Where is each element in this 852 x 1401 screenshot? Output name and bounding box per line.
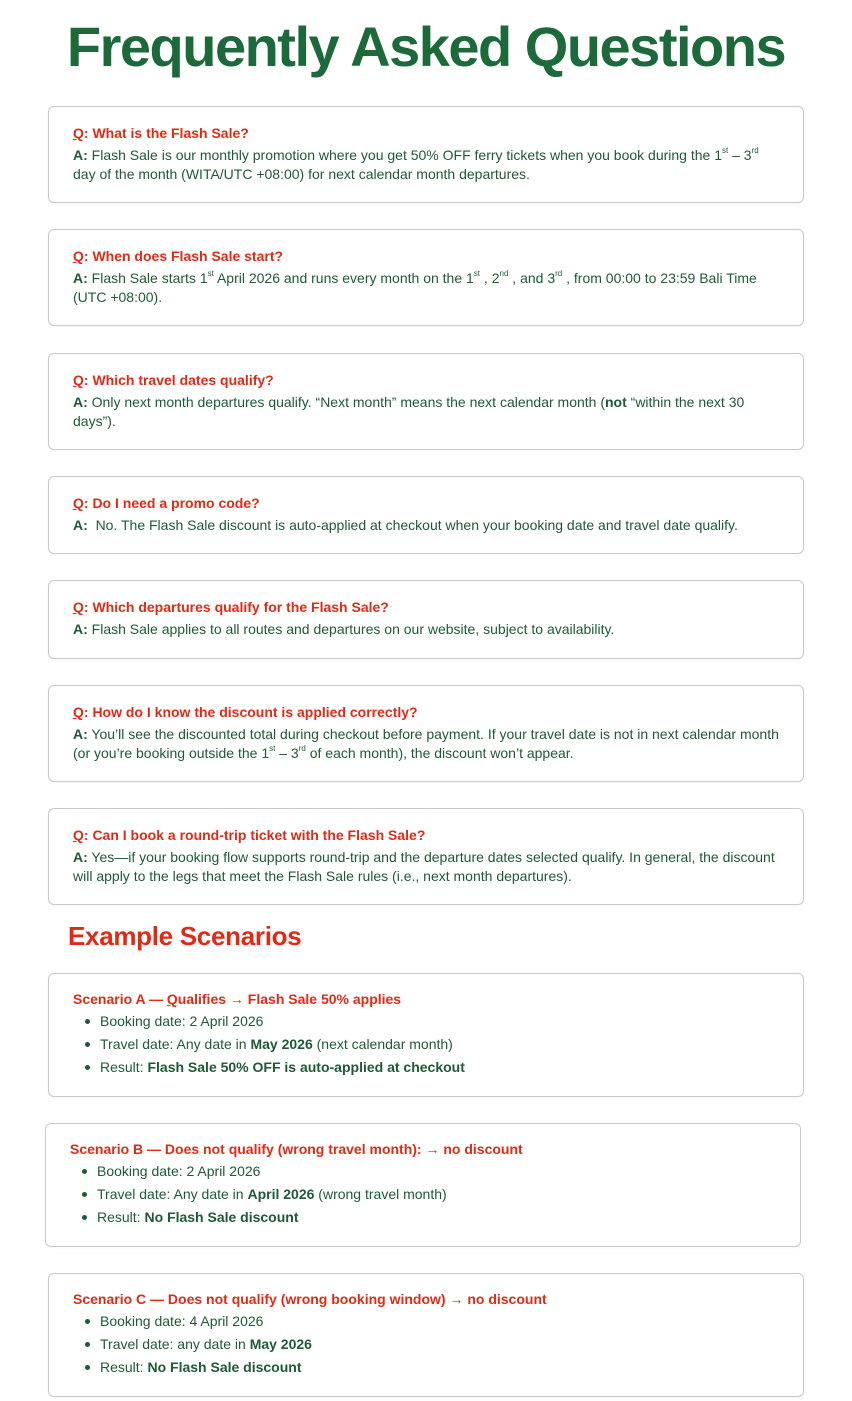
page-title: Frequently Asked Questions xyxy=(66,15,786,78)
faq-card-flash-sale xyxy=(48,106,804,203)
scenario-title: Scenario C — Does not qualify (wrong booking window) → no discount xyxy=(73,1291,547,1307)
list-item: Booking date: 2 April 2026 xyxy=(100,1010,779,1033)
scenario-card-c xyxy=(48,1273,804,1397)
faq-question: Q: Do I need a promo code? xyxy=(73,495,260,511)
list-item: Result: No Flash Sale discount xyxy=(100,1356,779,1379)
scenario-title: Scenario A — Qualifies → Flash Sale 50% applies xyxy=(73,991,402,1007)
faq-answer: A: No. The Flash Sale discount is auto-applied at checkout when your booking date and travel date qualify. xyxy=(73,517,738,533)
scenario-title: Scenario B — Does not qualify (wrong travel month): → no discount xyxy=(70,1141,523,1157)
list-item: Travel date: Any date in April 2026 (wrong travel month) xyxy=(97,1183,776,1206)
list-item: Booking date: 2 April 2026 xyxy=(97,1160,776,1183)
faq-answer: A: Flash Sale is our monthly promotion where you get 50% OFF ferry tickets when you book during the 1st – 3rd day of the month (WITA/UTC +08:00) for next calendar month departures. xyxy=(73,146,759,182)
faq-answer: A: Yes—if your booking flow supports round-trip and the departure dates selected qualify. In general, the discount will apply to the legs that meet the Flash Sale rules (i.e., next month departures). xyxy=(73,849,775,884)
faq-question: Q: Which departures qualify for the Flash Sale? xyxy=(73,599,389,615)
list-item: Result: Flash Sale 50% OFF is auto-applied at checkout xyxy=(100,1056,779,1079)
faq-card-discount-check xyxy=(48,685,804,782)
scenario-card-b xyxy=(45,1123,801,1247)
list-item: Travel date: Any date in May 2026 (next calendar month) xyxy=(100,1033,779,1056)
list-item: Booking date: 4 April 2026 xyxy=(100,1310,779,1333)
faq-card-promo-code xyxy=(48,476,804,554)
faq-card-departures xyxy=(48,580,804,659)
scenario-list xyxy=(70,1160,776,1229)
list-item: Result: No Flash Sale discount xyxy=(97,1206,776,1229)
faq-card-round-trip xyxy=(48,808,804,905)
faq-answer: A: Flash Sale applies to all routes and departures on our website, subject to availability. xyxy=(73,621,615,637)
faq-card-travel-dates xyxy=(48,353,804,450)
faq-question: Q: What is the Flash Sale? xyxy=(73,125,249,141)
faq-card-start xyxy=(48,229,804,326)
section-title-example-scenarios: Example Scenarios xyxy=(68,921,302,951)
list-item: Travel date: any date in May 2026 xyxy=(100,1333,779,1356)
faq-answer: A: You’ll see the discounted total during checkout before payment. If your travel date is not in next calendar month (or you’re booking outside the 1st – 3rd of each month), the discount won’t appear. xyxy=(73,726,779,761)
faq-question: Q: How do I know the discount is applied correctly? xyxy=(73,704,418,720)
scenario-list xyxy=(73,1010,779,1079)
faq-question: Q: When does Flash Sale start? xyxy=(73,248,284,264)
faq-question: Q: Which travel dates qualify? xyxy=(73,372,274,388)
faq-question: Q: Can I book a round-trip ticket with the Flash Sale? xyxy=(73,827,426,843)
scenario-card-a xyxy=(48,973,804,1097)
faq-answer: A: Flash Sale starts 1st April 2026 and runs every month on the 1st , 2nd , and 3rd , from 00:00 to 23:59 Bali Time (UTC +08:00). xyxy=(73,269,757,305)
scenario-list xyxy=(73,1310,779,1379)
faq-answer: A: Only next month departures qualify. “Next month” means the next calendar month (not “within the next 30 days”). xyxy=(73,394,745,429)
